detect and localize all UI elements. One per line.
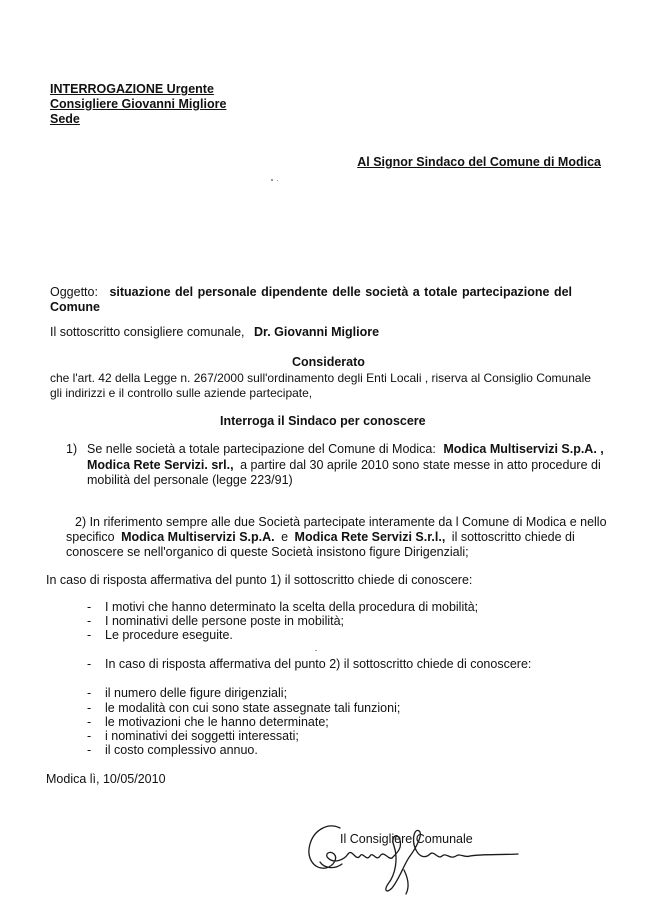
point1-text-a: Se nelle società a totale partecipazione del Comune di Modica: [87,442,436,456]
subject-line-2: Comune [50,300,100,314]
bullet-dash: - [87,628,92,642]
subject-text: situazione del personale dipendente delle società a totale partecipazione del [109,285,573,299]
considerato-line-1: che l'art. 42 della Legge n. 267/2000 sull'ordinamento degli Enti Locali , riserva al Consiglio Comunale [50,371,591,385]
considerato-line-2: gli indirizzi e il controllo sulle aziende partecipate, [50,386,313,400]
bullet-dash: - [87,715,92,729]
case1-item-3: Le procedure eseguite. [105,628,233,642]
subject-label: Oggetto: [50,285,98,299]
point2-company-2: Modica Rete Servizi S.r.l., [294,530,446,544]
case2-item-3: le motivazioni che le hanno determinate; [105,715,329,729]
case2-item-1: il numero delle figure dirigenziali; [105,686,288,700]
bullet-dash: - [87,701,92,715]
intro-line [50,325,379,339]
bullet-dash: - [87,614,92,628]
case1-item-2: I nominativi delle persone poste in mobilità; [105,614,345,628]
case2-item-5: il costo complessivo annuo. [105,743,258,757]
point1-line-3: mobilità del personale (legge 223/91) [87,473,293,487]
intro-prefix: Il sottoscritto consigliere comunale, [50,325,245,339]
bullet-dash: - [87,600,92,614]
scan-speck [315,650,317,651]
header-sede: Sede [50,112,80,126]
point2-specifico: specifico [66,530,115,544]
scan-speck [271,179,273,181]
point2-line-2 [66,530,575,544]
case1-item-1: I motivi che hanno determinato la scelta della procedura di mobilità; [105,600,479,614]
point2-company-1: Modica Multiservizi S.p.A. [121,530,275,544]
point1-line-2 [87,458,601,472]
point1-company-1: Modica Multiservizi S.p.A. , [443,442,604,456]
point1-line-1 [87,442,604,456]
point2-line-3: conoscere se nell'organico di queste Società insistono figure Dirigenziali; [66,545,469,559]
case2-item-2: le modalità con cui sono state assegnate tali funzioni; [105,701,401,715]
bullet-dash: - [87,657,92,671]
point1-number: 1) [66,442,78,456]
handwritten-signature [300,818,525,900]
point2-text: il sottoscritto chiede di [451,530,575,544]
point2-e: e [281,530,289,544]
case1-intro: In caso di risposta affermativa del punto 1) il sottoscritto chiede di conoscere: [46,573,473,587]
case2-intro: In caso di risposta affermativa del punto 2) il sottoscritto chiede di conoscere: [105,657,532,671]
bullet-dash: - [87,686,92,700]
considerato-heading: Considerato [292,355,365,369]
intro-name: Dr. Giovanni Migliore [254,325,380,339]
point1-text-b: a partire dal 30 aprile 2010 sono state messe in atto procedure di [240,458,601,472]
addressee: Al Signor Sindaco del Comune di Modica [357,155,601,169]
bullet-dash: - [87,729,92,743]
case2-item-4: i nominativi dei soggetti interessati; [105,729,299,743]
header-title: INTERROGAZIONE Urgente [50,82,214,96]
point2-line-1: 2) In riferimento sempre alle due Società partecipate interamente da l Comune di Modica e nello [75,515,607,529]
signature-title: Il Consigliere Comunale [340,832,473,846]
header-councillor: Consigliere Giovanni Migliore [50,97,227,111]
interroga-heading: Interroga il Sindaco per conoscere [220,414,426,428]
bullet-dash: - [87,743,92,757]
place-date: Modica lì, 10/05/2010 [46,772,166,786]
scan-speck [277,180,278,181]
subject-line-1 [50,285,572,299]
point1-company-2: Modica Rete Servizi. srl., [87,458,234,472]
